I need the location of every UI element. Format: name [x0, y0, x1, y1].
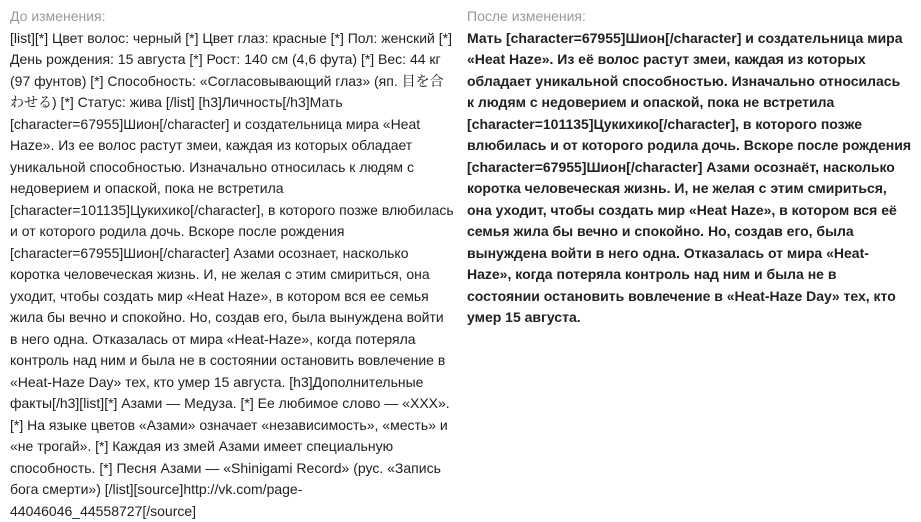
- after-column: [467, 6, 911, 522]
- after-change-text: Мать [character=67955]Шион[/character] и создательница мира «Heat Haze». Из её волос растут змеи, каждая из которых обладает уникальной способностью. Изначально относилась к людям с недоверием и опаской, пока не встретила [character=101135]Цукихико[/character], в которого позже влюбилась и от которого родила дочь. Вскоре после рождения [character=67955]Шион[/character] Азами осознаёт, насколько коротка человеческая жизнь. И, не желая с этим смириться, она уходит, чтобы создать мир «Heat Haze», в котором вся её семья жила бы вечно и спокойно. Но, создав его, была вынуждена войти в него одна. Отказалась от мира «Heat-Haze», когда потеряла контроль над ним и была не в состоянии остановить вовлечение в «Heat-Haze Day» тех, кто умер 15 августа.: [467, 28, 911, 329]
- before-column: [10, 6, 454, 522]
- before-change-text: [list][*] Цвет волос: черный [*] Цвет глаз: красные [*] Пол: женский [*] День рождения: 15 августа [*] Рост: 140 см (4,6 фута) [*] Вес: 44 кг (97 фунтов) [*] Способность: «Согласовывающий глаз» (яп. 目を合わせる) [*] Статус: жива [/list] [h3]Личность[/h3]Мать [character=67955]Шион[/character] и создательница мира «Heat Haze». Из ее волос растут змеи, каждая из которых обладает уникальной способностью. Изначально относилась к людям с недоверием и опаской, пока не встретила [character=101135]Цукихико[/character], в которого позже влюбилась и от которого родила дочь. Вскоре после рождения [character=67955]Шион[/character] Азами осознает, насколько коротка человеческая жизнь. И, не желая с этим смириться, она уходит, чтобы создать мир «Heat Haze», в котором вся ее семья жила бы вечно и спокойно. Но, создав его, была вынуждена войти в него одна. Отказалась от мира «Heat-Haze», когда потеряла контроль над ним и была не в состоянии остановить вовлечение в «Heat-Haze Day» тех, кто умер 15 августа. [h3]Дополнительные факты[/h3][list][*] Азами — Медуза. [*] Ее любимое слово — «XXX». [*] На языке цветов «Азами» означает «независимость», «месть» и «не трогай». [*] Каждая из змей Азами имеет специальную способность. [*] Песня Азами — «Shinigami Record» (рус. «Запись бога смерти») [/list][source]http://vk.com/page-44046046_44558727[/source]: [10, 28, 454, 522]
- before-change-label: До изменения:: [10, 6, 454, 28]
- after-change-label: После изменения:: [467, 6, 911, 28]
